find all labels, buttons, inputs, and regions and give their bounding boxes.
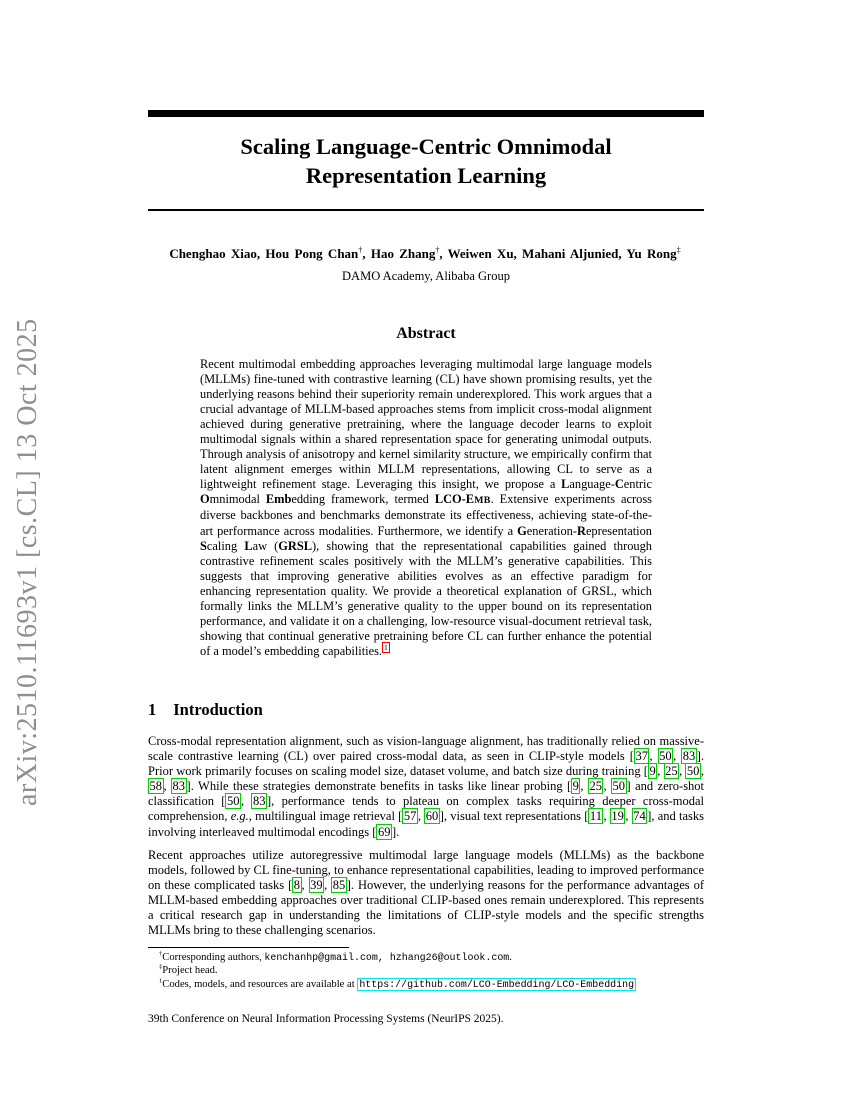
- citation-50[interactable]: 50: [612, 779, 625, 794]
- introduction-paragraph-2: Recent approaches utilize autoregressive multimodal large language models (MLLMs) as the backbone models, followed by CL fine-tuning, to enhance representational capabilities, leading to improved performance on these complicated tasks [ 8 , 39 , 85 ]. However, the underlying reasons for the performance advantages of MLLM-based embedding approaches over traditional CLIP-based ones remain underexplored. This represents a critical research gap in understanding the limitations of CLIP-style models and the specific strengths MLLMs bring to these challenging scenarios.: [148, 848, 704, 938]
- citation-50[interactable]: 50: [226, 794, 240, 809]
- abstract-heading: Abstract: [396, 325, 456, 342]
- paper-title-line2: Representation Learning: [305, 162, 547, 188]
- conference-footer: 39th Conference on Neural Information Processing Systems (NeurIPS 2025).: [148, 1013, 504, 1025]
- citation-83[interactable]: 83: [682, 749, 696, 764]
- section-heading-introduction: [148, 700, 704, 720]
- paper-title: [148, 133, 704, 190]
- citation-58[interactable]: 58: [149, 779, 162, 794]
- section-title: Introduction: [173, 700, 263, 719]
- citation-74[interactable]: 74: [633, 809, 646, 824]
- citation-39[interactable]: 39: [310, 878, 323, 893]
- footnote-corresponding-authors: †Corresponding authors, kenchanhp@gmail.com, hzhang26@outlook.com.: [159, 950, 512, 963]
- author-list: Chenghao Xiao, Hou Pong Chan†, Hao Zhang†, Weiwen Xu, Mahani Aljunied, Yu Rong‡: [169, 245, 681, 261]
- citation-9[interactable]: 9: [572, 779, 579, 794]
- citation-85[interactable]: 85: [332, 878, 346, 893]
- title-rule-thin: [148, 209, 704, 211]
- footnote-project-head: ‡Project head.: [159, 963, 218, 977]
- citation-37[interactable]: 37: [635, 749, 648, 764]
- citation-83[interactable]: 83: [252, 794, 266, 809]
- affiliation: DAMO Academy, Alibaba Group: [342, 269, 510, 283]
- citation-83[interactable]: 83: [172, 779, 186, 794]
- citation-8[interactable]: 8: [293, 878, 301, 893]
- citation-25[interactable]: 25: [589, 779, 602, 794]
- github-url-link[interactable]: https://github.com/LCO-Embedding/LCO-Embedding: [359, 978, 635, 990]
- citation-50[interactable]: 50: [686, 764, 700, 779]
- citation-69[interactable]: 69: [377, 824, 391, 839]
- footnote-code-resources: $^1$Codes, models, and resources are available at https://github.com/LCO-Embedding/LCO-Embedding: [159, 977, 635, 990]
- title-rule-thick: [148, 110, 704, 117]
- section-number: 1: [148, 700, 157, 719]
- introduction-paragraph-1: Cross-modal representation alignment, such as vision-language alignment, has traditionally relied on massive-scale contrastive learning (CL) over paired cross-modal data, as seen in CLIP-style models [ 37 , 50 , 83 ]. Prior work primarily focuses on scaling model size, dataset volume, and batch size during training [ 9 , 25 , 50 , 58 , 83 ]. While these strategies demonstrate benefits in tasks like linear probing [ 9 , 25 , 50 ] and zero-shot classification [ 50 , 83 ], performance tends to plateau on complex tasks requiring deeper cross-modal comprehension, e.g., multilingual image retrieval [ 57 , 60 ], visual text representations [ 11 , 19 , 74 ], and tasks involving interleaved multimodal encodings [ 69 ].: [148, 734, 705, 839]
- citation-50[interactable]: 50: [659, 749, 672, 764]
- citation-19[interactable]: 19: [611, 809, 624, 824]
- citation-60[interactable]: 60: [425, 809, 439, 824]
- citation-11[interactable]: 11: [589, 809, 602, 824]
- abstract-body: Recent multimodal embedding approaches leveraging multimodal large language models (MLLMs) fine-tuned with contrastive learning (CL) have shown promising results, yet the underlying reasons behind their superiority remain underexplored. This work argues that a crucial advantage of MLLM-based approaches stems from implicit cross-modal alignment achieved during generative pretraining, where the language decoder learns to exploit multimodal signals within a shared representation space for generating unimodal outputs. Through analysis of anisotropy and kernel similarity structure, we empirically confirm that latent alignment emerges within MLLM representations, allowing CL to serve as a lightweight refinement stage. Leveraging this insight, we propose a Language-Centric Omnimodal Embedding framework, termed LCO-EMB. Extensive experiments across diverse backbones and benchmarks demonstrate its effectiveness, achieving state-of-the-art performance across modalities. Furthermore, we identify a Generation-Representation Scaling Law (GRSL), showing that the representational capabilities gained through contrastive refinement scales positively with the MLLM’s generative capabilities. This suggests that improving generative abilities evolves as an effective paradigm for enhancing representation quality. We provide a theoretical explanation of GRSL, which formally links the MLLM’s generative quality to the upper bound on its representation performance, and validate it on a challenging, low-resource visual-document retrieval task, showing that continual generative pretraining before CL can further enhance the potential of a model’s embedding capabilities. $^1$: [200, 357, 652, 658]
- citation-57[interactable]: 57: [403, 809, 417, 824]
- footnote-ref-1[interactable]: 1: [384, 642, 388, 652]
- footnote-rule: [148, 947, 349, 948]
- arxiv-watermark: arXiv:2510.11693v1 [cs.CL] 13 Oct 2025: [12, 318, 43, 806]
- citation-9[interactable]: 9: [649, 764, 656, 779]
- footnotes: [148, 951, 704, 991]
- citation-25[interactable]: 25: [665, 764, 678, 779]
- paper-title-line1: Scaling Language-Centric Omnimodal: [240, 134, 612, 159]
